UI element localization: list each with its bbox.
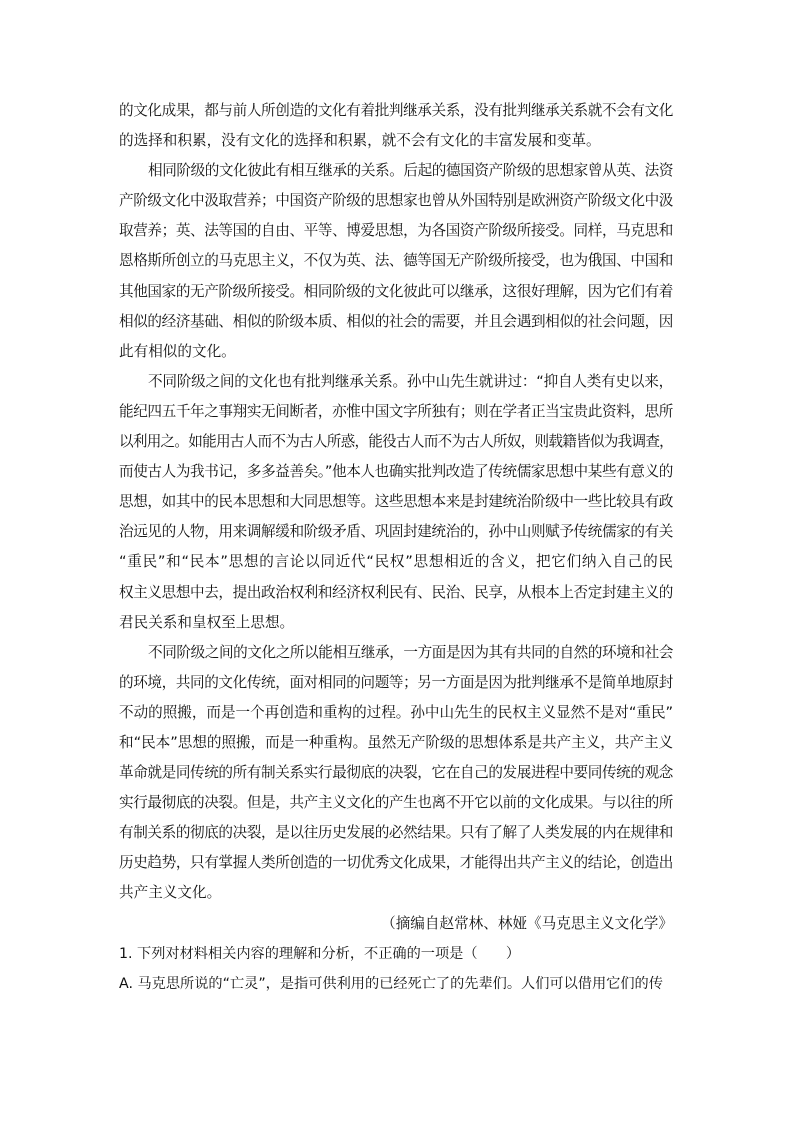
paragraph-line: 历史趋势，只有掌握人类所创造的一切优秀文化成果，才能得出共产主义的结论，创造出	[119, 854, 673, 872]
paragraph-line: 此有相似的文化。	[119, 342, 236, 360]
paragraph-line: 和“民本”思想的照搬，而是一种重构。虽然无产阶级的思想体系是共产主义，共产主义	[119, 733, 674, 751]
paragraph-line: 相同阶级的文化彼此有相互继承的关系。后起的德国资产阶级的思想家曾从英、法资	[148, 162, 673, 180]
paragraph-line: 治远见的人物，用来调解缓和阶级矛盾、巩固封建统治的，孙中山则赋予传统儒家的有关	[119, 523, 673, 541]
paragraph-line: “重民”和“民本”思想的言论以同近代“民权”思想相近的含义，把它们纳入自己的民	[119, 553, 673, 571]
paragraph	[119, 96, 673, 156]
paragraph-line: 相似的经济基础、相似的阶级本质、相似的社会的需要，并且会遇到相似的社会问题，因	[119, 312, 673, 330]
paragraph-line: 取营养；英、法等国的自由、平等、博爱思想，为各国资产阶级所接受。同样，马克思和	[119, 222, 673, 240]
paragraph-line: 的选择和积累，没有文化的选择和积累，就不会有文化的丰富发展和变革。	[119, 132, 601, 150]
paragraph-line: 权主义思想中去，提出政治权利和经济权利民有、民治、民享，从根本上否定封建主义的	[119, 583, 673, 601]
paragraph-line: 不同阶级之间的文化之所以能相互继承，一方面是因为其有共同的自然的环境和社会	[148, 643, 673, 661]
paragraph-line: 实行最彻底的决裂。但是，共产主义文化的产生也离不开它以前的文化成果。与以往的所	[119, 794, 673, 812]
paragraph-line: 有制关系的彻底的决裂，是以往历史发展的必然结果。只有了解了人类发展的内在规律和	[119, 824, 673, 842]
article-paragraphs	[119, 96, 673, 909]
paragraph	[119, 638, 673, 909]
paragraph-line: 思想，如其中的民本思想和大同思想等。这些思想本来是封建统治阶级中一些比较具有政	[119, 493, 673, 511]
paragraph-line: 君民关系和皇权至上思想。	[119, 613, 295, 631]
paragraph	[119, 367, 673, 638]
paragraph-line: 共产主义文化。	[119, 884, 222, 902]
paragraph	[119, 156, 673, 367]
paragraph-line: 以利用之。如能用古人而不为古人所惑，能役古人而不为古人所奴，则载籍皆似为我调查，	[119, 433, 673, 451]
paragraph-line: 革命就是同传统的所有制关系实行最彻底的决裂，它在自己的发展进程中要同传统的观念	[119, 764, 673, 782]
paragraph-line: 的文化成果，都与前人所创造的文化有着批判继承关系，没有批判继承关系就不会有文化	[119, 102, 673, 119]
paragraph-line: 其他国家的无产阶级所接受。相同阶级的文化彼此可以继承，这很好理解，因为它们有着	[119, 282, 673, 300]
paragraph-line: 不同阶级之间的文化也有批判继承关系。孙中山先生就讲过：“抑自人类有史以来，	[148, 372, 673, 390]
question-option-a: A. 马克思所说的“亡灵”，是指可供利用的已经死亡了的先辈们。人们可以借用它们的传	[119, 975, 663, 992]
paragraph-line: 能纪四五千年之事翔实无间断者，亦惟中国文字所独有；则在学者正当宝贵此资料，思所	[119, 402, 673, 420]
paragraph-line: 的环境，共同的文化传统，面对相同的问题等；另一方面是因为批判继承不是简单地原封	[119, 673, 673, 691]
article-body	[119, 96, 673, 999]
paragraph-line: 产阶级文化中汲取营养；中国资产阶级的思想家也曾从外国特别是欧洲资产阶级文化中汲	[119, 192, 673, 210]
source-citation: （摘编自赵常林、林娅《马克思主义文化学》	[381, 914, 673, 932]
paragraph-line: 不动的照搬，而是一个再创造和重构的过程。孙中山先生的民权主义显然不是对“重民”	[119, 703, 674, 721]
question-stem: 1. 下列对材料相关内容的理解和分析，不正确的一项是（ ）	[119, 945, 521, 962]
paragraph-line: 恩格斯所创立的马克思主义，不仅为英、法、德等国无产阶级所接受，也为俄国、中国和	[119, 252, 673, 270]
paragraph-line: 而使古人为我书记，多多益善矣。”他本人也确实批判改造了传统儒家思想中某些有意义的	[119, 463, 674, 481]
